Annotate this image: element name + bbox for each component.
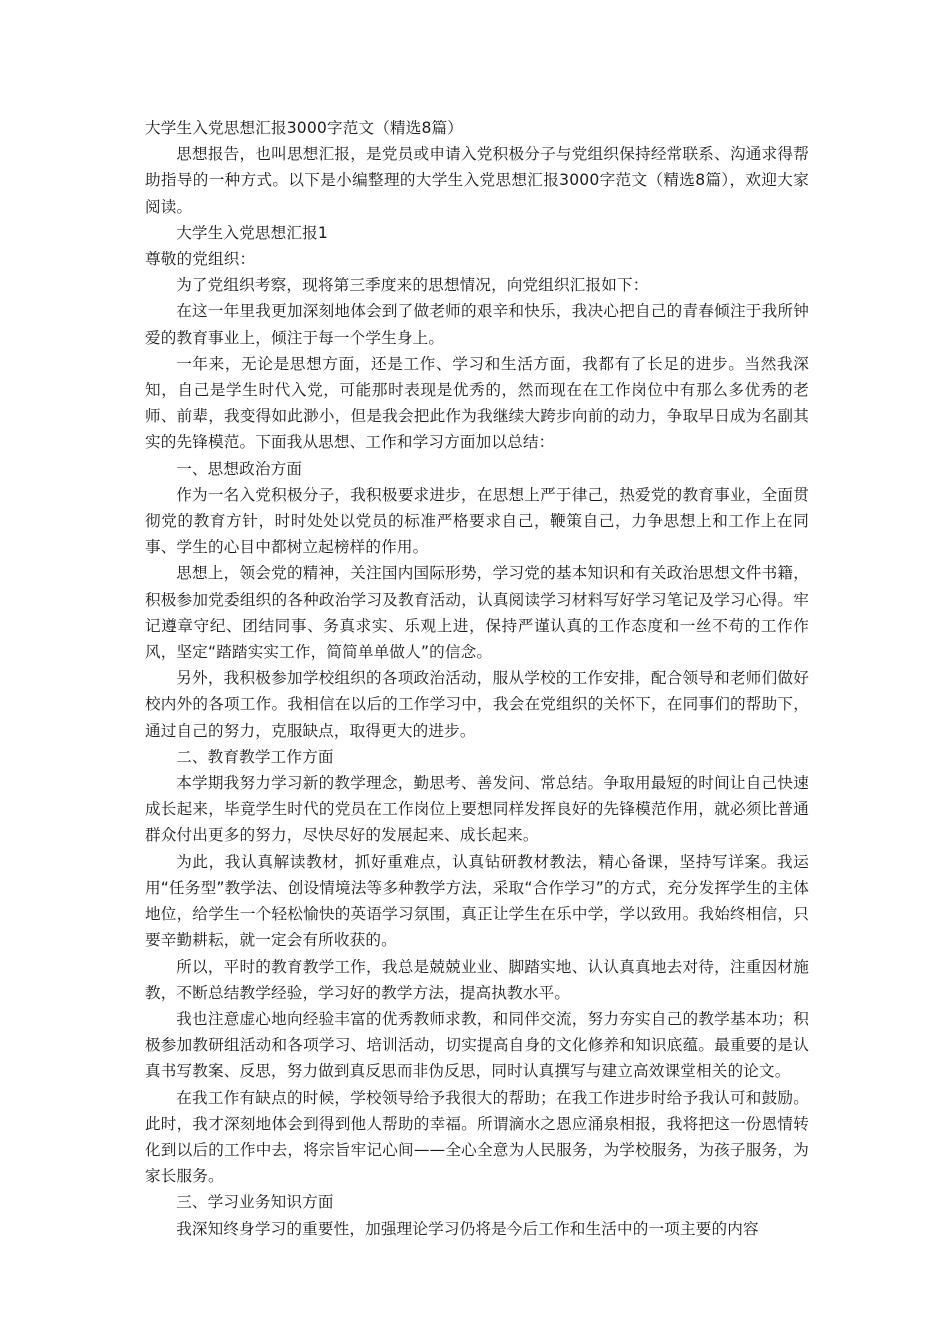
section-title: 大学生入党思想汇报1: [176, 223, 328, 242]
body-paragraph: 我深知终身学习的重要性，加强理论学习仍将是今后工作和生活中的一项主要的内容: [176, 1219, 759, 1238]
subsection-heading: 二、教育教学工作方面: [176, 747, 334, 766]
subsection-heading: 一、思想政治方面: [176, 459, 303, 478]
subsection-heading: 三、学习业务知识方面: [176, 1193, 334, 1212]
salutation: 尊敬的党组织：: [145, 250, 256, 269]
body-paragraph: 一年来，无论是思想方面，还是工作、学习和生活方面，我都有了长足的进步。当然我深知，自己是学生时代入党，可能那时表现是优秀的，然而现在在工作岗位中有那么多优秀的老师、前辈，我变得如此渺小，但是我会把此作为我继续大跨步向前的动力，争取早日成为名副其实的先锋模范。下面我从思想、工作和学习方面加以总结：: [145, 354, 809, 452]
body-paragraph: 另外，我积极参加学校组织的各项政治活动，服从学校的工作安排，配合领导和老师们做好校内外的各项工作。我相信在以后的工作学习中，我会在党组织的关怀下，在同事们的帮助下，通过自己的努力，克服缺点，取得更大的进步。: [145, 669, 809, 740]
body-paragraph: 在我工作有缺点的时候，学校领导给予我很大的帮助；在我工作进步时给予我认可和鼓励。此时，我才深刻地体会到得到他人帮助的幸福。所谓滴水之恩应涌泉相报，我将把这一份恩情转化到以后的工作中去，将宗旨牢记心间——全心全意为人民服务，为学校服务，为孩子服务，为家长服务。: [145, 1088, 809, 1186]
body-paragraph: 我也注意虚心地向经验丰富的优秀教师求教，和同伴交流，努力夯实自己的教学基本功；积极参加教研组活动和各项学习、培训活动，切实提高自身的文化修养和知识底蕴。最重要的是认真书写教案、反思，努力做到真反思而非伪反思，同时认真撰写与建立高效课堂相关的论文。: [145, 1009, 809, 1081]
body-paragraph: 所以，平时的教育教学工作，我总是兢兢业业、脚踏实地、认认真真地去对待，注重因材施教，不断总结教学经验，学习好的教学方法，提高执教水平。: [145, 957, 809, 1002]
intro-paragraph: 思想报告，也叫思想汇报，是党员或申请入党积极分子与党组织保持经常联系、沟通求得帮助指导的一种方式。以下是小编整理的大学生入党思想汇报3000字范文（精选8篇），欢迎大家阅读。: [145, 145, 809, 216]
body-paragraph: 在这一年里我更加深刻地体会到了做老师的艰辛和快乐，我决心把自己的青春倾注于我所钟爱的教育事业上，倾注于每一个学生身上。: [145, 302, 809, 347]
body-paragraph: 思想上，领会党的精神，关注国内国际形势，学习党的基本知识和有关政治思想文件书籍，积极参加党委组织的各种政治学习及教育活动，认真阅读学习材料写好学习笔记及学习心得。牢记遵章守纪、团结同事、务真求实、乐观上进，保持严谨认真的工作态度和一丝不苟的工作作风，坚定“踏踏实实工作，简简单单做人”的信念。: [145, 564, 809, 662]
document-body: [145, 115, 809, 1242]
body-paragraph: 本学期我努力学习新的教学理念，勤思考、善发问、常总结。争取用最短的时间让自己快速成长起来，毕竟学生时代的党员在工作岗位上要想同样发挥良好的先锋模范作用，就必须比普通群众付出更多的努力，尽快尽好的发展起来、成长起来。: [145, 774, 809, 845]
document-title: 大学生入党思想汇报3000字范文（精选8篇）: [145, 119, 463, 137]
body-paragraph: 为了党组织考察，现将第三季度来的思想情况，向党组织汇报如下：: [176, 276, 649, 295]
body-paragraph: 作为一名入党积极分子，我积极要求进步，在思想上严于律己，热爱党的教育事业，全面贯彻党的教育方针，时时处处以党员的标准严格要求自己，鞭策自己，力争思想上和工作上在同事、学生的心目中都树立起榜样的作用。: [145, 485, 809, 557]
body-paragraph: 为此，我认真解读教材，抓好重难点，认真钻研教材教法，精心备课，坚持写详案。我运用“任务型”教学法、创设情境法等多种教学方法，采取“合作学习”的方式，充分发挥学生的主体地位，给学生一个轻松愉快的英语学习氛围，真正让学生在乐中学，学以致用。我始终相信，只要辛勤耕耘，就一定会有所收获的。: [145, 852, 809, 950]
